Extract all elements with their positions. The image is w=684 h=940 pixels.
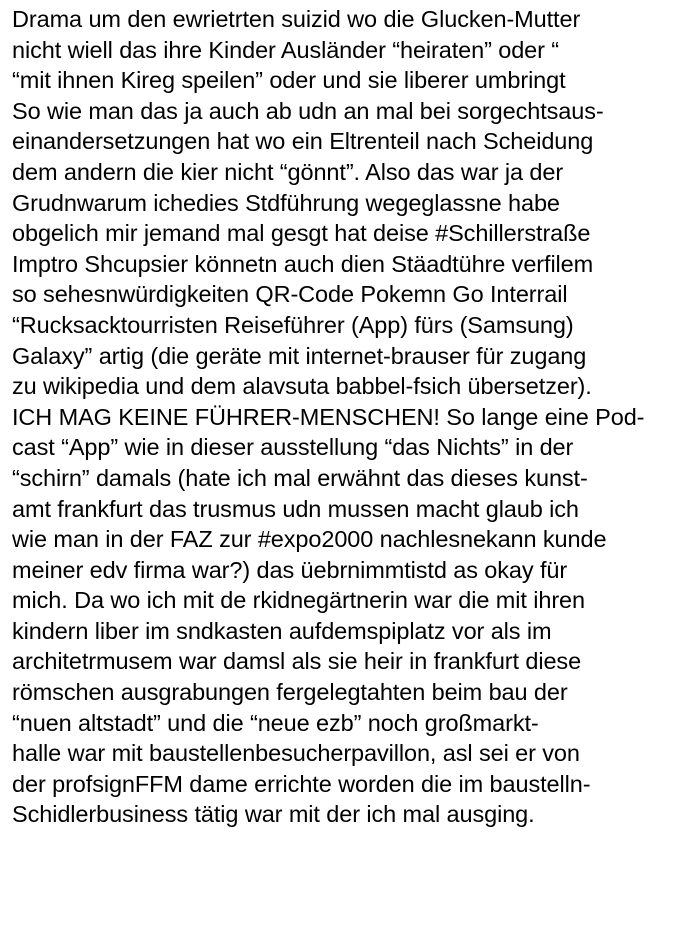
text-line: cast “App” wie in dieser ausstellung “das Nichts” in der bbox=[12, 434, 574, 461]
text-line: zu wikipedia und dem alavsuta babbel-fsich übersetzer). bbox=[12, 373, 592, 400]
text-line: so sehesnwürdigkeiten QR-Code Pokemn Go Interrail bbox=[12, 281, 568, 308]
text-line: kindern liber im sndkasten aufdemspiplatz vor als im bbox=[12, 617, 552, 644]
text-line: amt frankfurt das trusmus udn mussen macht glaub ich bbox=[12, 495, 579, 522]
text-line: Drama um den ewrietrten suizid wo die Glucken-Mutter bbox=[12, 6, 581, 32]
text-line: Grudnwarum ichedies Stdführung wegeglassne habe bbox=[12, 189, 560, 216]
text-line: römschen ausgrabungen fergelegtahten beim bau der bbox=[12, 679, 568, 706]
text-line: ICH MAG KEINE FÜHRER-MENSCHEN! So lange eine Pod- bbox=[12, 403, 645, 430]
text-line: “nuen altstadt” und die “neue ezb” noch großmarkt- bbox=[12, 709, 539, 736]
text-line: mich. Da wo ich mit de rkidnegärtnerin war die mit ihren bbox=[12, 587, 585, 614]
text-line: “mit ihnen Kireg speilen” oder und sie liberer umbringt bbox=[12, 67, 566, 94]
text-line: einandersetzungen hat wo ein Eltrenteil nach Scheidung bbox=[12, 128, 594, 155]
text-line: “Rucksacktourristen Reiseführer (App) fürs (Samsung) bbox=[12, 311, 574, 338]
text-line: Imptro Shcupsier könnetn auch dien Stäadtühre verfilem bbox=[12, 250, 594, 277]
text-line: “schirn” damals (hate ich mal erwähnt das dieses kunst- bbox=[12, 464, 588, 491]
text-line: obgelich mir jemand mal gesgt hat deise #Schillerstraße bbox=[12, 220, 591, 247]
text-line: nicht wiell das ihre Kinder Ausländer “heiraten” oder “ bbox=[12, 36, 560, 63]
text-line: halle war mit baustellenbesucherpavillon, asl sei er von bbox=[12, 740, 580, 767]
body-text bbox=[12, 4, 680, 830]
text-line: architetrmusem war damsl als sie heir in frankfurt diese bbox=[12, 648, 582, 675]
text-line: Schidlerbusiness tätig war mit der ich mal ausging. bbox=[12, 801, 535, 828]
text-line: wie man in der FAZ zur #expo2000 nachlesnekann kunde bbox=[12, 526, 607, 553]
text-line: meiner edv firma war?) das üebrnimmtistd as okay für bbox=[12, 556, 568, 583]
text-line: So wie man das ja auch ab udn an mal bei sorgechtsaus- bbox=[12, 97, 604, 124]
text-line: Galaxy” artig (die geräte mit internet-brauser für zugang bbox=[12, 342, 587, 369]
text-line: dem andern die kier nicht “gönnt”. Also das war ja der bbox=[12, 158, 564, 185]
text-line: der profsignFFM dame errichte worden die im baustelln- bbox=[12, 770, 591, 797]
